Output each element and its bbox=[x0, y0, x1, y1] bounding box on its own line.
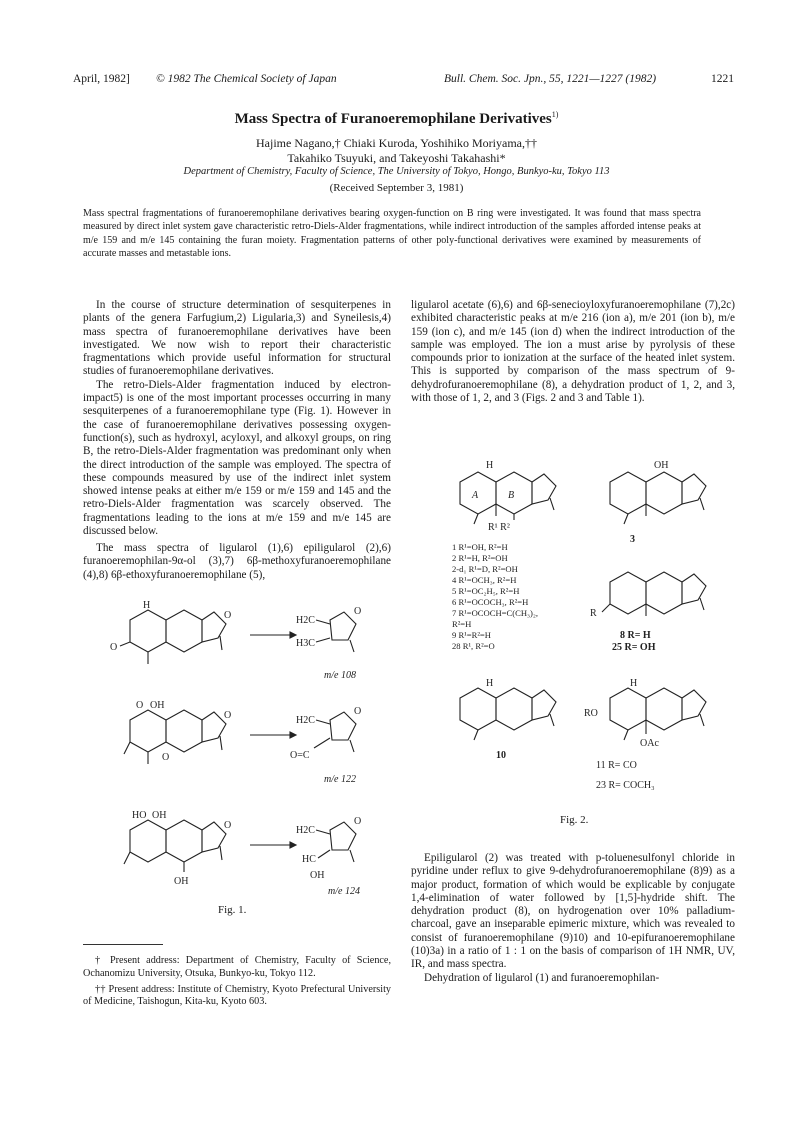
paragraph: The mass spectra of ligularol (1),6) epiligularol (2),6) furanoeremophilan-9α-ol (3),7) 6β-methoxyfuranoeremophilane (4),8) 6β-ethoxyfuranoeremophilane (5), bbox=[83, 542, 391, 581]
footnote: †† Present address: Institute of Chemistry, Kyoto Prefectural University of Medicine, Taishogun, Kita-ku, Kyoto 603. bbox=[83, 983, 391, 1008]
author-line-2: Takahiko Tsuyuki, and Takeyoshi Takahashi* bbox=[287, 151, 506, 165]
legend-row: 4 R¹=OCH₃, R²=H bbox=[452, 575, 517, 585]
atom-label: O bbox=[354, 816, 362, 827]
atom-label: H2C bbox=[296, 715, 315, 726]
fig1-mass-label-3: m/e 124 bbox=[328, 886, 360, 897]
footnote-rule bbox=[83, 944, 163, 945]
running-head-copyright: © 1982 The Chemical Society of Japan bbox=[156, 73, 337, 85]
paragraph: ligularol acetate (6),6) and 6β-senecioyloxyfuranoeremophilane (7),2c) exhibited characteristic peaks at m/e 216 (ion a), m/e 201 (ion b), m/e 159 (ion c), and m/e 145 (ion d) when the indirect introduction of the sample was employed. The ion a must arise by pyrolysis of these compounds prior to ionization at the surface of the heated inlet system. This is supported by comparison of the mass spectrum of 9-dehydrofuranoeremophilane (8), a dehydration product of 1, 2, and 3, with those of 1, 2, and 3 (Figs. 2 and 3 and Table 1). bbox=[411, 299, 735, 405]
atom-label: OH bbox=[310, 870, 325, 881]
atom-label: H bbox=[143, 600, 151, 611]
title-footnote-mark: 1) bbox=[551, 110, 559, 119]
compound-label-8: 8 R= H bbox=[620, 630, 651, 641]
figure-1-caption: Fig. 1. bbox=[218, 904, 247, 916]
legend-row: 9 R¹=R²=H bbox=[452, 630, 491, 640]
legend-row: 2-d₁ R¹=D, R²=OH bbox=[452, 564, 518, 574]
atom-label: H3C bbox=[296, 638, 315, 649]
received-date: (Received September 3, 1981) bbox=[329, 182, 464, 194]
fig1-structure-2 bbox=[124, 710, 226, 764]
figure-2-structures bbox=[430, 458, 730, 813]
paragraph: In the course of structure determination of sesquiterpenes in plants of the genera Farfugium,2) Ligularia,3) and Syneilesis,4) mass spectra of furanoeremophilane derivatives have been investigated. We now wish to report their characteristic fragmentations which provide useful information for structural studies of furanoeremophilane derivatives. bbox=[83, 299, 391, 378]
atom-label: HC bbox=[302, 854, 316, 865]
ring-label: A bbox=[472, 490, 479, 501]
atom-label: H bbox=[486, 460, 494, 471]
legend-row: 1 R¹=OH, R²=H bbox=[452, 542, 508, 552]
atom-label: O bbox=[354, 706, 362, 717]
atom-label: H bbox=[630, 678, 638, 689]
atom-label: OH bbox=[174, 876, 189, 887]
fig2-structure-8 bbox=[602, 572, 706, 616]
figure-1-schemes bbox=[110, 600, 370, 900]
atom-label: OH bbox=[150, 700, 165, 711]
article-title bbox=[0, 110, 793, 128]
page-number: 1221 bbox=[711, 73, 734, 85]
legend-row: 6 R¹=OCOCH₃, R²=H bbox=[452, 597, 529, 607]
fig1-fragment-1 bbox=[316, 612, 356, 652]
legend-row: 7 R¹=OCOCH=C(CH₃)₂, bbox=[452, 608, 539, 618]
atom-label: H bbox=[486, 678, 494, 689]
atom-label: OAc bbox=[640, 738, 659, 749]
compound-label-25: 25 R= OH bbox=[612, 642, 656, 653]
atom-label: OH bbox=[152, 810, 167, 821]
fig1-fragment-2 bbox=[314, 712, 356, 752]
fig2-structure-3 bbox=[610, 472, 706, 524]
atom-label: O bbox=[110, 642, 118, 653]
atom-label: O bbox=[224, 710, 232, 721]
column-left-top bbox=[83, 299, 391, 538]
column-left-bottom bbox=[83, 542, 391, 582]
paragraph: Epiligularol (2) was treated with p-toluenesulfonyl chloride in pyridine under reflux to give 9-dehydrofuranoeremophilane (8)9) as a major product, formation of which would be explicable by conjugate 1,4-elimination of water followed by [1,5]-hydride shift. The dehydration product (8), on hydrogenation over 10% palladium-charcoal, gave an inseparable epimeric mixture, which was revealed to consist of furanoeremophilane (9)10) and 10-epifuranoeremophilane (10)3a) in a ratio of 1 : 1 on the basis of comparison of 1H NMR, UV, IR, and mass spectra. bbox=[411, 852, 735, 971]
compound-label-23: 23 R= COCH₃ bbox=[596, 780, 655, 791]
atom-label: O bbox=[136, 700, 144, 711]
legend-row: 28 R¹, R²=O bbox=[452, 641, 495, 651]
abstract: Mass spectral fragmentations of furanoeremophilane derivatives bearing oxygen-function on B ring were investigated. It was found that mass spectra measured by direct inlet system gave characteristic retro-Diels-Alder fragmentations, while indirect introduction of the samples afforded intense peaks at m/e 159 and m/e 145 containing the furan moiety. Fragmentation patterns of other poly-functional derivatives were examined by measurements of accurate masses and metastable ions. bbox=[83, 208, 701, 260]
atom-label: RO bbox=[584, 708, 598, 719]
fig1-structure-3 bbox=[124, 820, 226, 872]
fig1-mass-label-1: m/e 108 bbox=[324, 670, 356, 681]
legend-row: R²=H bbox=[452, 619, 472, 629]
paragraph: Dehydration of ligularol (1) and furanoeremophilan- bbox=[424, 971, 660, 984]
running-head-date: April, 1982] bbox=[73, 73, 130, 85]
atom-label: OH bbox=[654, 460, 669, 471]
ring-label: B bbox=[508, 490, 515, 501]
fig2-structure-11 bbox=[610, 688, 706, 740]
fig2-structure-10 bbox=[460, 688, 556, 740]
author-line-1: Hajime Nagano,† Chiaki Kuroda, Yoshihiko Moriyama,†† bbox=[256, 136, 537, 150]
atom-label: O bbox=[162, 752, 170, 763]
fig2-substituent-legend bbox=[452, 542, 538, 651]
footnotes bbox=[83, 955, 391, 1012]
title-text: Mass Spectra of Furanoeremophilane Derivatives bbox=[234, 111, 552, 127]
atom-label: R bbox=[590, 608, 597, 619]
affiliation: Department of Chemistry, Faculty of Science, The University of Tokyo, Hongo, Bunkyo-ku, Tokyo 113 bbox=[183, 166, 610, 177]
atom-label: HO bbox=[132, 810, 147, 821]
atom-label: O bbox=[224, 610, 232, 621]
compound-label-11: 11 R= CO bbox=[596, 760, 637, 771]
paragraph: The retro-Diels-Alder fragmentation induced by electron-impact5) is one of the most important processes occurring in many sesquiterpenes of a furanoeremophilane type (Fig. 1). However in the case of furanoeremophilane derivatives possessing oxygen-function(s), such as hydroxyl, acyloxyl, and alkoxyl groups, on ring B, the retro-Diels-Alder fragmentation was predominant only when the direct introduction of the sample was employed. The spectra of these compounds measured by use of the indirect inlet system showed intense peaks at either m/e 159 or m/e 159 and 145 and the retro-Diels-Alder fragmentation was scarcely observed. The fragmentations leading to the ions at m/e 159 and m/e 145 are discussed below. bbox=[83, 378, 391, 538]
footnote: † Present address: Department of Chemistry, Faculty of Science, Ochanomizu University, Otsuka, Bunkyo-ku, Tokyo 112. bbox=[83, 955, 391, 979]
compound-number: 3 bbox=[630, 534, 635, 545]
column-right-bottom bbox=[411, 852, 735, 985]
atom-label: O bbox=[224, 820, 232, 831]
atom-label: H2C bbox=[296, 615, 315, 626]
legend-row: 5 R¹=OC₂H₅, R²=H bbox=[452, 586, 520, 596]
atom-label: O bbox=[354, 606, 362, 617]
compound-number: 10 bbox=[496, 750, 506, 761]
legend-row: 2 R¹=H, R²=OH bbox=[452, 553, 508, 563]
fig1-fragment-3 bbox=[316, 822, 356, 862]
author-list bbox=[0, 136, 793, 166]
fig1-mass-label-2: m/e 122 bbox=[324, 774, 356, 785]
figure-2-caption: Fig. 2. bbox=[560, 814, 589, 826]
atom-label: O=C bbox=[290, 750, 310, 761]
atom-label: H2C bbox=[296, 825, 315, 836]
running-head-journal: Bull. Chem. Soc. Jpn., 55, 1221—1227 (1982) bbox=[444, 73, 657, 85]
column-right-top bbox=[411, 299, 735, 405]
fig1-structure-1 bbox=[120, 610, 226, 664]
substituent-label: R¹ R² bbox=[488, 522, 510, 533]
